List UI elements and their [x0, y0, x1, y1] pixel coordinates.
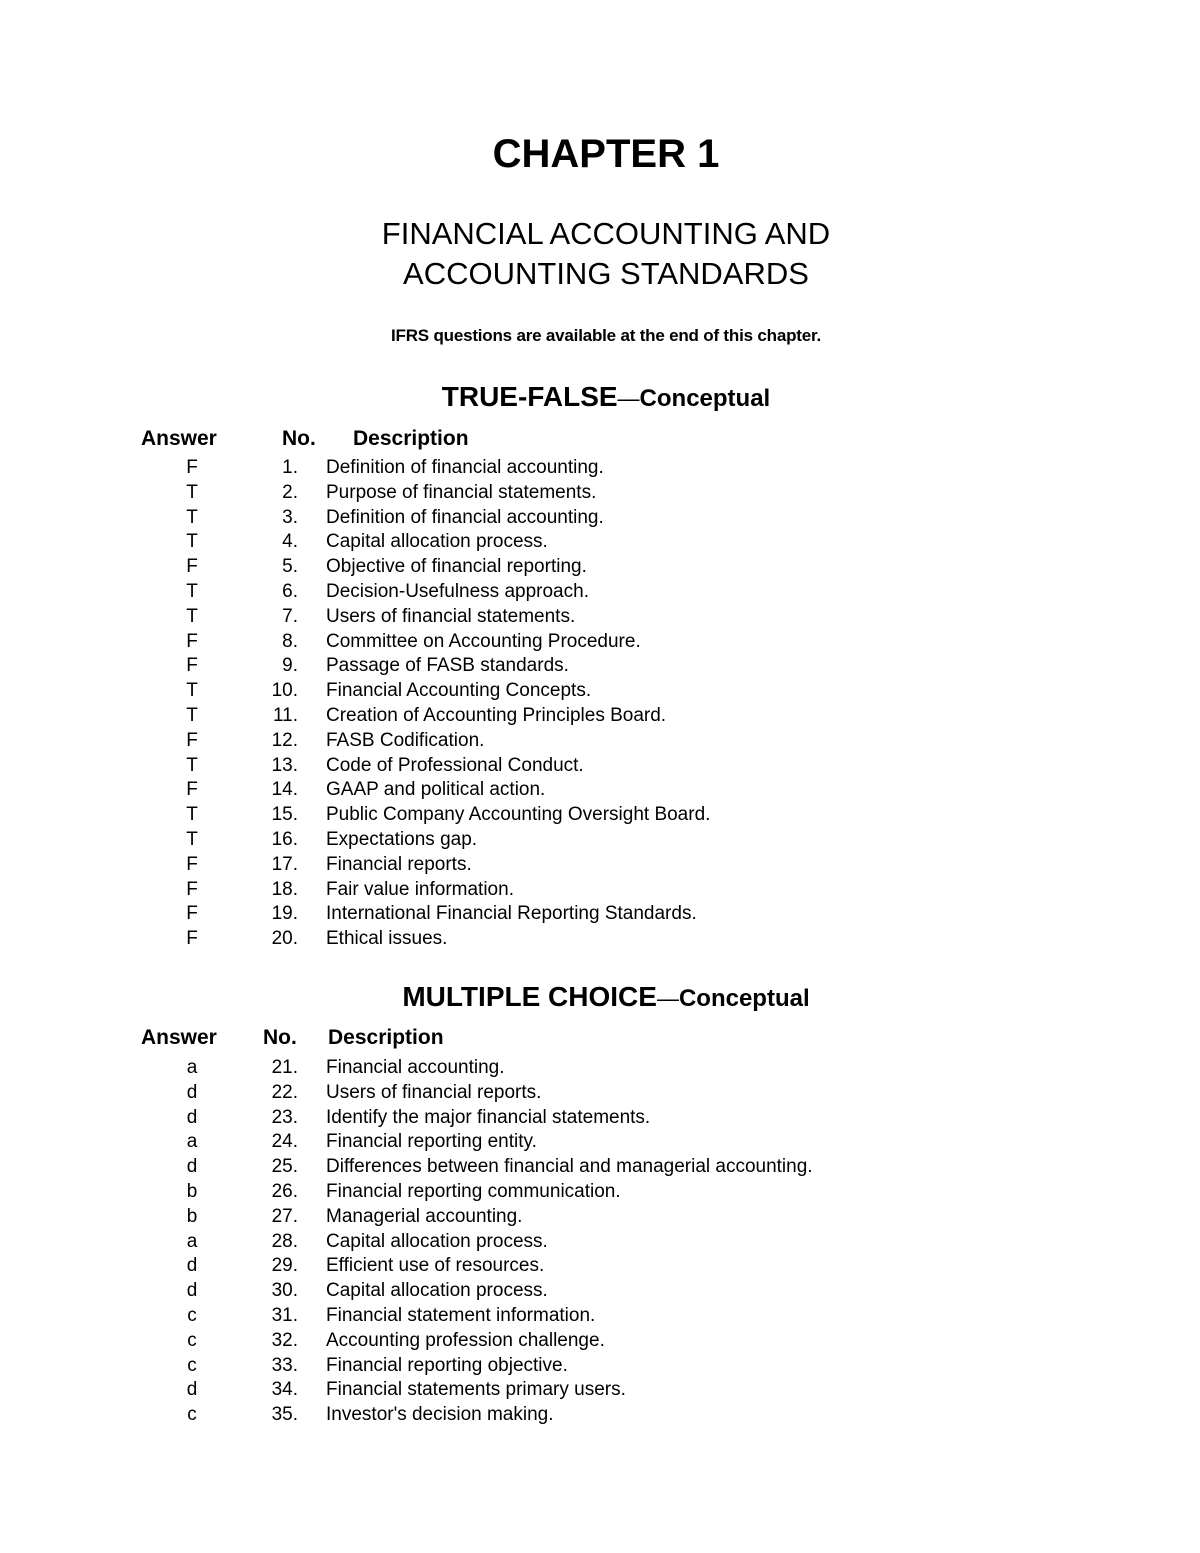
answer-cell: T — [186, 828, 198, 850]
description-cell: Ethical issues. — [326, 928, 448, 950]
answer-cell: F — [186, 903, 198, 925]
question-number-cell: 23. — [271, 1106, 298, 1128]
description-cell: International Financial Reporting Standards. — [326, 903, 697, 925]
true-false-no-header: No. — [282, 427, 316, 450]
true-false-heading-main: TRUE-FALSE — [441, 381, 618, 412]
description-cell: Purpose of financial statements. — [326, 481, 597, 503]
multiple-choice-row — [0, 1081, 1200, 1106]
question-number-cell: 19. — [271, 903, 298, 925]
answer-cell: a — [186, 1230, 198, 1252]
answer-cell: T — [186, 680, 198, 702]
multiple-choice-row — [0, 1378, 1200, 1403]
answer-cell: a — [186, 1057, 198, 1078]
multiple-choice-row — [0, 1230, 1200, 1255]
description-cell: Financial accounting. — [326, 1057, 505, 1078]
answer-cell: d — [186, 1255, 198, 1277]
question-number-cell: 18. — [271, 878, 298, 900]
question-number-cell: 11. — [272, 704, 298, 726]
answer-cell: d — [186, 1280, 198, 1302]
answer-cell: b — [186, 1180, 198, 1202]
description-cell: Public Company Accounting Oversight Board. — [326, 804, 711, 826]
multiple-choice-row — [0, 1205, 1200, 1230]
description-cell: Financial reports. — [326, 853, 472, 875]
answer-cell: T — [186, 704, 198, 726]
question-number-cell: 2. — [282, 481, 298, 503]
true-false-heading — [0, 380, 1200, 419]
description-cell: Financial reporting communication. — [326, 1180, 621, 1202]
question-number-cell: 24. — [271, 1131, 298, 1153]
true-false-row — [0, 803, 1200, 828]
answer-cell: T — [186, 481, 198, 503]
true-false-row — [0, 754, 1200, 779]
description-cell: Capital allocation process. — [326, 531, 548, 553]
description-cell: GAAP and political action. — [326, 779, 546, 801]
multiple-choice-row — [0, 1130, 1200, 1155]
description-cell: Capital allocation process. — [326, 1280, 548, 1302]
question-number-cell: 33. — [271, 1354, 298, 1376]
question-number-cell: 17. — [271, 853, 298, 875]
multiple-choice-row — [0, 1106, 1200, 1131]
description-cell: Creation of Accounting Principles Board. — [326, 704, 667, 726]
description-cell: FASB Codification. — [326, 729, 485, 751]
question-number-cell: 35. — [271, 1404, 298, 1426]
ifrs-note: IFRS questions are available at the end of this chapter. — [391, 326, 821, 345]
question-number-cell: 8. — [282, 630, 298, 652]
answer-cell: T — [186, 754, 198, 776]
true-false-row — [0, 630, 1200, 655]
answer-cell: F — [186, 779, 198, 801]
question-number-cell: 14. — [271, 779, 298, 801]
description-cell: Fair value information. — [326, 878, 514, 900]
question-number-cell: 20. — [271, 928, 298, 950]
question-number-cell: 9. — [282, 655, 298, 677]
description-cell: Accounting profession challenge. — [326, 1329, 605, 1351]
answer-cell: T — [186, 605, 198, 627]
chapter-subtitle-line-1: FINANCIAL ACCOUNTING AND — [381, 216, 831, 251]
multiple-choice-heading-dash: — — [656, 986, 679, 1011]
multiple-choice-heading-sub: Conceptual — [678, 985, 810, 1012]
description-cell: Users of financial statements. — [326, 605, 576, 627]
question-number-cell: 7. — [282, 605, 298, 627]
description-cell: Differences between financial and managerial accounting. — [326, 1156, 813, 1178]
description-cell: Efficient use of resources. — [326, 1255, 545, 1277]
true-false-answer-header: Answer — [141, 427, 217, 450]
question-number-cell: 34. — [271, 1379, 298, 1401]
multiple-choice-heading-main: MULTIPLE CHOICE — [402, 981, 657, 1012]
question-number-cell: 31. — [271, 1304, 298, 1326]
question-number-cell: 16. — [271, 828, 298, 850]
question-number-cell: 29. — [271, 1255, 298, 1277]
answer-cell: F — [186, 556, 198, 578]
multiple-choice-row — [0, 1329, 1200, 1354]
answer-cell: c — [187, 1354, 197, 1376]
description-cell: Committee on Accounting Procedure. — [326, 630, 641, 652]
question-number-cell: 10. — [271, 680, 298, 702]
answer-cell: d — [186, 1379, 198, 1401]
description-cell: Financial reporting objective. — [326, 1354, 568, 1376]
description-cell: Definition of financial accounting. — [326, 506, 604, 528]
question-number-cell: 15. — [271, 804, 298, 826]
true-false-row — [0, 704, 1200, 729]
question-number-cell: 27. — [271, 1205, 298, 1227]
true-false-description-header: Description — [353, 427, 469, 450]
answer-cell: F — [186, 928, 198, 950]
true-false-row — [0, 555, 1200, 580]
true-false-row — [0, 456, 1200, 481]
multiple-choice-list — [0, 1056, 1200, 1428]
true-false-heading-sub: Conceptual — [639, 385, 771, 412]
true-false-row — [0, 654, 1200, 679]
answer-cell: F — [186, 853, 198, 875]
question-number-cell: 25. — [271, 1156, 298, 1178]
multiple-choice-row — [0, 1056, 1200, 1081]
answer-cell: d — [186, 1106, 198, 1128]
question-number-cell: 1. — [282, 457, 298, 478]
answer-cell: F — [186, 878, 198, 900]
true-false-row — [0, 927, 1200, 952]
description-cell: Users of financial reports. — [326, 1081, 542, 1103]
question-number-cell: 26. — [271, 1180, 298, 1202]
question-number-cell: 6. — [282, 580, 298, 602]
chapter-subtitle — [0, 214, 1200, 294]
question-number-cell: 28. — [271, 1230, 298, 1252]
description-cell: Financial statement information. — [326, 1304, 596, 1326]
multiple-choice-row — [0, 1279, 1200, 1304]
description-cell: Investor's decision making. — [326, 1404, 554, 1426]
true-false-row — [0, 778, 1200, 803]
question-number-cell: 32. — [271, 1329, 298, 1351]
chapter-title: CHAPTER 1 — [492, 132, 720, 176]
multiple-choice-description-header: Description — [328, 1026, 444, 1049]
true-false-row — [0, 530, 1200, 555]
question-number-cell: 3. — [282, 506, 298, 528]
question-number-cell: 22. — [271, 1081, 298, 1103]
answer-cell: F — [186, 457, 198, 478]
question-number-cell: 5. — [282, 556, 298, 578]
multiple-choice-no-header: No. — [263, 1026, 297, 1049]
answer-cell: F — [186, 655, 198, 677]
multiple-choice-row — [0, 1180, 1200, 1205]
multiple-choice-row — [0, 1354, 1200, 1379]
answer-cell: d — [186, 1081, 198, 1103]
multiple-choice-answer-header: Answer — [141, 1026, 217, 1049]
chapter-subtitle-line-2: ACCOUNTING STANDARDS — [403, 256, 809, 291]
description-cell: Objective of financial reporting. — [326, 556, 587, 578]
description-cell: Financial Accounting Concepts. — [326, 680, 592, 702]
multiple-choice-row — [0, 1254, 1200, 1279]
true-false-row — [0, 580, 1200, 605]
true-false-row — [0, 878, 1200, 903]
answer-cell: T — [186, 804, 198, 826]
question-number-cell: 13. — [271, 754, 298, 776]
answer-cell: F — [186, 630, 198, 652]
answer-cell: F — [186, 729, 198, 751]
description-cell: Capital allocation process. — [326, 1230, 548, 1252]
answer-cell: c — [187, 1404, 197, 1426]
answer-cell: c — [187, 1304, 197, 1326]
multiple-choice-row — [0, 1304, 1200, 1329]
description-cell: Expectations gap. — [326, 828, 478, 850]
answer-cell: T — [186, 506, 198, 528]
true-false-row — [0, 828, 1200, 853]
description-cell: Decision-Usefulness approach. — [326, 580, 589, 602]
question-number-cell: 21. — [271, 1057, 298, 1078]
question-number-cell: 30. — [271, 1280, 298, 1302]
description-cell: Financial reporting entity. — [326, 1131, 537, 1153]
true-false-row — [0, 605, 1200, 630]
true-false-row — [0, 679, 1200, 704]
answer-cell: T — [186, 531, 198, 553]
true-false-row — [0, 729, 1200, 754]
true-false-heading-dash: — — [617, 386, 640, 411]
description-cell: Managerial accounting. — [326, 1205, 523, 1227]
question-number-cell: 12. — [271, 729, 298, 751]
true-false-row — [0, 902, 1200, 927]
true-false-row — [0, 853, 1200, 878]
true-false-list — [0, 456, 1200, 952]
question-number-cell: 4. — [282, 531, 298, 553]
answer-cell: c — [187, 1329, 197, 1351]
true-false-row — [0, 506, 1200, 531]
true-false-row — [0, 481, 1200, 506]
description-cell: Code of Professional Conduct. — [326, 754, 584, 776]
multiple-choice-row — [0, 1403, 1200, 1428]
answer-cell: d — [186, 1156, 198, 1178]
description-cell: Financial statements primary users. — [326, 1379, 626, 1401]
answer-cell: a — [186, 1131, 198, 1153]
description-cell: Identify the major financial statements. — [326, 1106, 651, 1128]
description-cell: Passage of FASB standards. — [326, 655, 569, 677]
answer-cell: b — [186, 1205, 198, 1227]
multiple-choice-heading — [0, 980, 1200, 1019]
multiple-choice-row — [0, 1155, 1200, 1180]
answer-cell: T — [186, 580, 198, 602]
description-cell: Definition of financial accounting. — [326, 457, 604, 478]
